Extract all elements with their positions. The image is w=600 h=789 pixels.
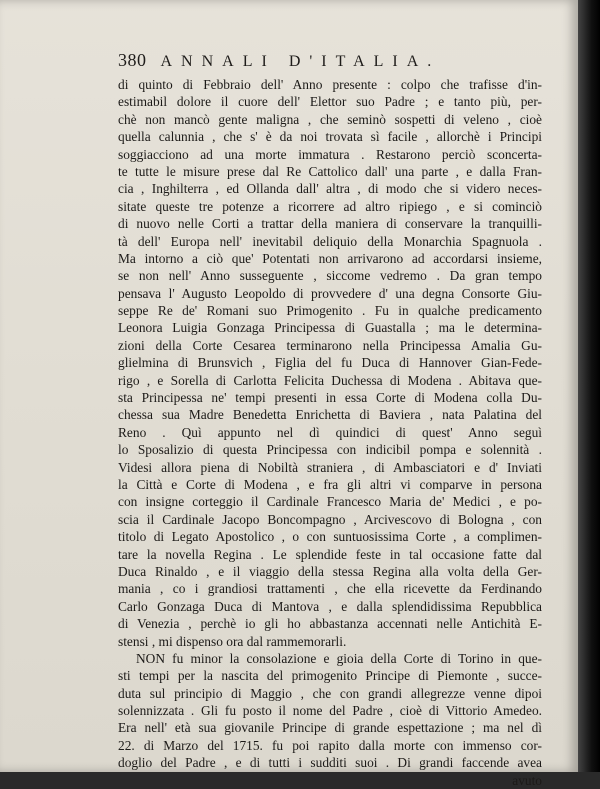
text-line: duta sul principio di Maggio , che con grandi allegrezze venne dipoi <box>118 685 542 701</box>
text-line: Ma intorno a ciò que' Potentati non arrivarono ad accordarsi insieme, <box>118 250 542 266</box>
text-line: sti tempi per la nascita del primogenito Principe di Piemonte , succe- <box>118 668 542 684</box>
text-line: di Venezia , perchè io gli ho abbastanza accennati nelle Antichità E- <box>118 616 542 632</box>
text-line: pensava l' Augusto Leopoldo di provvedere d' una degna Consorte Giu- <box>118 285 542 301</box>
text-line: titolo di Legato Apostolico , o con suntuosissima Corte , a complimen- <box>118 529 542 545</box>
text-line: sta Principessa ne' tempi presenti in essa Corte di Modena colla Du- <box>118 390 542 406</box>
page-edge-shadow <box>578 0 600 772</box>
text-line: te tutte le misure prese dal Re Cattolico dall' una parte , e dalla Fran- <box>118 163 542 179</box>
running-title: ANNALI D'ITALIA. <box>160 53 441 70</box>
text-line: di nuovo nelle Corti a trattar della maniera di conservare la tranquilli- <box>118 216 542 232</box>
text-line: tare la novella Regina . Le splendide feste in tal occasione fatte dal <box>118 546 542 562</box>
text-line: stensi , mi dispenso ora dal rammemorarli. <box>118 633 347 649</box>
text-line: estimabil dolore il cuore dell' Elettor suo Padre ; e tanto più, per- <box>118 94 542 110</box>
text-line: sitate queste tre potenze a ricorrere ad altro ripiego , e si cominciò <box>118 198 542 214</box>
text-line: mania , co i grandiosi trattamenti , che ella ricevette da Ferdinando <box>118 581 542 597</box>
page-header <box>118 50 440 71</box>
text-line: Videsi allora piena di Nobiltà straniera , di Ambasciatori e d' Inviati <box>118 459 542 475</box>
text-line: con insigne corteggio il Cardinale Francesco Maria de' Medici , e po- <box>118 494 542 510</box>
text-line: glielmina di Brunsvich , Figlia del fu Duca di Hannover Gian-Fede- <box>118 355 542 371</box>
page-number: 380 <box>118 50 147 70</box>
text-line: chessa sua Madre Benedetta Enrichetta di Baviera , nata Palatina del <box>118 407 542 423</box>
body-text <box>118 76 542 789</box>
text-line: solennizzata . Gli fu posto il nome del Padre , cioè di Vittorio Amedeo. <box>118 703 542 719</box>
text-line: se non nell' Anno susseguente , siccome vedremo . Da gran tempo <box>118 268 542 284</box>
catchword: avuto <box>512 772 542 788</box>
text-line: zioni della Corte Cesarea terminarono nella Principessa Amalia Gu- <box>118 337 542 353</box>
text-line: seppe Re de' Romani suo Primogenito . Fu in qualche predicamento <box>118 303 542 319</box>
text-line: doglio del Padre , e di tutti i sudditi suoi . Di grandi faccende avea <box>118 755 542 771</box>
text-line: quella calunnia , che s' è da noi trovata sì facile , allorchè i Principi <box>118 129 542 145</box>
text-line: soggiacciono ad una morte immatura . Restarono perciò sconcerta- <box>118 146 542 162</box>
text-line: cia , Inghilterra , ed Ollanda dall' altra , di modo che si videro neces- <box>118 181 542 197</box>
text-line: rigo , e Sorella di Carlotta Felicita Duchessa di Modena . Abitava que- <box>118 372 542 388</box>
text-line: scia il Cardinale Jacopo Boncompagno , Arcivescovo di Bologna , con <box>118 511 542 527</box>
text-line: 22. di Marzo del 1715. fu poi rapito dalla morte con immenso cor- <box>118 737 542 753</box>
text-line: Era nell' età sua giovanile Principe di grande espettazione ; ma nel dì <box>118 720 542 736</box>
text-line: Carlo Gonzaga Duca di Mantova , e dalla splendidissima Repubblica <box>118 598 542 614</box>
text-line: Leonora Luigia Gonzaga Principessa di Guastalla ; ma le determina- <box>118 320 542 336</box>
text-line: Duca Rinaldo , e il viaggio della stessa Regina alla volta della Ger- <box>118 563 542 579</box>
text-line: lo Sposalizio di questa Principessa con indicibil pompa e solennità . <box>118 442 542 458</box>
text-line: NON fu minor la consolazione e gioia della Corte di Torino in que- <box>136 650 542 666</box>
text-line: chè non mancò gente maligna , che seminò sospetti di veleno , cioè <box>118 111 542 127</box>
text-line: di quinto di Febbraio dell' Anno presente : colpo che trafisse d'in- <box>118 77 542 92</box>
text-line: tà dell' Europa nell' inevitabil deliquio della Monarchia Spagnuola . <box>118 233 542 249</box>
text-line: Reno . Quì appunto nel dì quindici di quest' Anno seguì <box>118 424 542 440</box>
text-line: la Città e Corte di Modena , e fra gli altri vi comparve in persona <box>118 476 542 492</box>
